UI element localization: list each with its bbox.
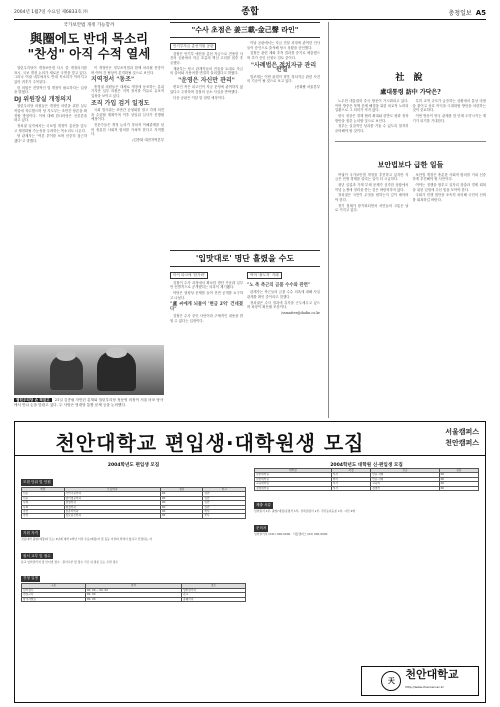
editorial-2-col-2: 보안법 개정은 충분한 사회적 합의를 거쳐 신중하게 추진해야 할 사안이다. 여야는 정쟁을 멈추고 일자리 창출과 경제 회복을 위한 입법에 우선 힘을 모아야 한다. 국회가 민생 법안을 조속히 처리해 국민의 신뢰를 회복하길 바란다. [412,172,486,203]
photo-head-1 [56,350,76,361]
middle-bottom-article [170,250,320,418]
page-number: A5 [475,9,486,17]
ad-campus [445,427,479,449]
middle-bottom-col-2: 여야 '불도저' 거래 "노 측 측근의 금품 수수와 관련" 관계자는 측근들의 금품 수수 의혹에 대해 사실 관계를 확인 중이라고 말했다. 정치권은 수사 결과에 촉각을 곤두세우고 있으며 파장이 확산될 조짐이다. /ssmatter@dadin.co.kr [247,273,320,315]
ad-bar-6: 문의처 [256,525,267,530]
middle-top-col-2: 이날 공판에서는 자금 전달 과정에 관여한 인사들이 증인으로 출석해 당시 상황을 증언했다. 검찰은 관련 계좌 추적 결과를 증거로 제출했으며 추가 증인 신청도 검토 중이다. "사례법은 정치자금 관리 판결" 법조계는 이번 판결이 향후 정치자금 관련 사건의 기준이 될 것으로 보고 있다. /신희팔 서울본부 [247,41,320,90]
left-kicker: 국가보안법 개정 가능할까 [63,23,115,28]
news-photo [14,345,164,395]
ad-right-block: 2004학년도 대학원 신·편입생 모집 대학원 과정 전공 정원 일반대학원 석사 인문·사회 00 일반대학원 박사 인문·사회 00 교육대학원 석사 교육학 00 경영대학원 석사 경영학 00 제출 서류 입학원서 1부, 졸업(예정)증명서 1부, 성적증명서 1부, 주민등록등본 1부, 사진 2매 문의처 입학관리처 (041) 000-0000 · 서울캠퍼스 (02) 000-0000 [254,462,479,537]
middle-top-byline: /신희팔 서울본부 [294,85,320,90]
left-subhead-1: DJ 위원장실 개정의지 [14,95,72,103]
middle-bottom-headline: '입맛대로' 명단 흘렸을 수도 [170,250,320,267]
editorial-head-2: 보안법보다 급한 일들 [377,159,444,169]
ad-table-2: 구분 일자 장소 원서접수 00. 00 ~ 00. 00 입학관리처 면접고사 00. 00 본교 합격자발표 00. 00 홈페이지 [21,583,246,602]
ad-body [21,462,479,696]
middle-top-col-1: 안기부자금 총선지원 공판 검찰은 안기부 예산을 총선 자금으로 전용한 사건의 공판에서 자금 흐름의 핵심 고리를 집중 추궁했다. 재판부는 당시 관계자들의 진술을 토대로 자금의 출처와 사용처를 면밀히 살피겠다고 밝혔다. "운영은 자신만 관리" 변호인 측은 피고인이 자금 운영에 관여하지 않았다고 주장하며 검찰의 공소 사실을 반박했다. 다음 공판은 이달 말 열릴 예정이다. [170,44,243,100]
publication-label: 충청일보 [448,10,472,17]
editorial-title: 社 說 [395,73,426,83]
middle-top-tag: 안기부자금 총선지원 공판 [170,43,216,50]
university-name [405,669,458,693]
photo-caption [14,398,164,416]
editorial-2-col-1: 여권이 국가보안법 개정을 추진하고 있지만 지금은 민생 경제를 살리는 일이 더 시급하다. 청년 실업과 가계 부채 문제가 심각한 상황에서 이념 논쟁에 정력을 쏟는 것은 바람직하지 않다. 정치권은 국민이 무엇을 원하는지 깊이 헤아려야 한다. 경기 침체가 장기화되면서 서민들의 고통은 날로 커지고 있다. [335,172,409,213]
ad-section-title-2: 2004학년도 대학원 신·편입생 모집 [330,463,403,468]
ad-bar-5: 제출 서류 [256,503,272,508]
university-name-text: 천안대학교 [405,668,459,681]
middle-top-headline: "수사 초점은 姜三載-金己聲 라인" [170,22,320,38]
left-text-col-2: 이 개정안은 정부조직법과 함께 처리될 전망이며 여야 간 협상이 본격화될 것으로 보인다. 지역정서 "동조" 충청권 의원들은 대체로 개정에 동조하는 분위기지만 일부 의원은 지역 정서를 이유로 유보적 입장을 보이고 있다. 조직 가입 검거 일정도 국회 법사위는 조만간 공청회를 열고 각계 의견을 수렴할 계획이며 이후 상임위 심사가 진행될 예정이다. 전문가들은 개정 논의가 정치적 이해관계를 넘어 충분한 사회적 합의를 거쳐야 한다고 지적했다. /김종화 대전지역본부 [91,66,164,143]
ad-table-3: 대학원 과정 전공 정원 일반대학원 석사 인문·사회 00 일반대학원 박사 인문·사회 00 교육대학원 석사 교육학 00 경영대학원 석사 경영학 00 [254,468,479,491]
left-byline: /김종화 대전지역본부 [132,138,164,143]
middle-bottom-col-1: 아이 파크에 '한가락' 검찰이 수사 과정에서 확보한 명단 가운데 일부만 선별적으로 공개했다는 의혹이 제기됐다. 야당은 형평성 문제를 들어 전면 공개를 요구하고 나섰다. "盧 씨에게 뇌물이 '현금 2억' 건네졌다" 검찰은 수사 중인 사안이라 구체적인 내용을 밝힐 수 없다는 입장이다. [170,273,243,323]
ad-bar-1: 모집 단위 및 인원 [23,480,51,484]
ad-left-block: 2004학년도 편입생 모집 모집 단위 및 인원 계열 모집학과 정원 비고 인문 국어국문학과 00 일반 인문 영어영문학과 00 일반 사회 경영학과 00 일반 사회 행정학과 00 일반 자연 컴퓨터학과 00 학사 자연 정보통신학과 00 학사 지원 자격 전문대학 졸업(예정)자 또는 4년제 대학 2학년 이상 수료(예정)자 및 동등 이상의 학력이 있다고 인정되는 자 원서 교부 및 접수 본교 입학관리처 및 인터넷 접수 · 원서교부 및 접수 기간 내 방문 또는 우편 접수 전형 일정 구분 일자 장소 원서접수 00. 00 ~ 00. 00 입학관리처 면접고사 00. 00 본교 합격자발표 00. 00 홈페이지 [21,462,246,602]
ad-section-title: 2004학년도 편입생 모집 [107,463,160,468]
ad-table-1: 계열 모집학과 정원 비고 인문 국어국문학과 00 일반 인문 영어영문학과 00 일반 사회 경영학과 00 일반 사회 행정학과 00 일반 자연 컴퓨터학과 00 학사 자연 정보통신학과 00 학사 [21,487,246,519]
editorial-section [328,22,486,418]
photo-caption-tag: 열린우리당 손 꼭잡고 [16,398,50,402]
page-header [14,4,486,18]
editorial-head-1: 盧대통령 訪中 가닥은? [380,89,441,96]
university-seal-icon: 天 [381,671,401,691]
middle-bottom-tag-2: 여야 '불도저' 거래 [247,272,282,279]
ad-bar-3: 원서 교부 및 접수 [23,553,51,558]
header-rule [14,19,486,20]
middle-bottom-email: /ssmatter@dadin.co.kr [281,310,320,315]
university-advertisement [14,421,486,703]
publication-name [449,8,486,17]
left-subhead-3: 조직 가입 검거 일정도 [91,99,150,107]
left-headline-2: "찬성" 아직 수적 열세 [27,46,151,61]
ad-campus-2: 천안캠퍼스 [445,439,479,447]
editorial-1-col-1: 노무현 대통령의 중국 방문이 가시화되고 있다. 이번 방중은 북핵 문제 해결을 위한 외교적 노력의 일환으로 그 의미가 적지 않다. 양국 정상은 경제 협력 확대와 한반도 평화 정착 방안을 집중 논의할 것으로 보인다. 정부는 실질적인 성과를 거둘 수 있도록 철저히 준비해야 할 것이다. [335,99,409,133]
section-name: 종합 [241,7,259,17]
photo-head-2 [106,347,127,358]
ad-bar-2: 지원 자격 [23,530,39,535]
ad-bar-4: 전형 일정 [23,576,39,581]
ad-title: 천안대학교 편입생·대학원생 모집 [55,431,365,455]
ad-campus-1: 서울캠퍼스 [445,428,479,436]
middle-top-subhead-2: "사례법은 정치자금 관리 판결" [250,61,317,74]
editorial-1-col-2: 특히 교역 규모가 급증하는 상황에서 통상 마찰을 줄이고 상호 이익을 극대화할 방안을 마련하는 것이 중요하다. 이번 방문이 양국 관계를 한 단계 도약시키는 계기가 되기를 기대한다. [412,99,486,123]
middle-bottom-subhead-1: "盧 씨에게 뇌물이 '현금 2억' 건네졌다" [170,302,243,312]
photo-caption-text: 21일 김종필 자민련 총재와 열린우리당 정동영 의장이 서울 마포 당사에서 만나 손을 맞잡고 있다. 두 사람은 당대당 통합 문제 등을 논의했다. [14,398,164,407]
issue-date: 2004년 1월7일 수요일 제6833호 ㈜ [14,10,88,15]
ad-banner [15,422,485,456]
left-subhead-2: 지역정서 "동조" [91,76,135,84]
middle-bottom-tag-1: 아이 파크에 '한가락' [170,272,208,279]
middle-bottom-subhead-2: "노 측 측근의 금품 수수와 관련" [247,282,311,288]
middle-top-subhead-1: "운영은 자신만 관리" [178,76,235,84]
left-article [14,22,164,340]
middle-top-article [170,22,320,247]
university-logo [361,666,479,696]
left-headline-1: 與圈에도 반대 목소리 [29,31,149,46]
left-text-col-1: 열린우리당이 개정보안법 다시 쓸 개정의지를 표시, 국보 개정 논의가 새로운 국면을 맞고 있다. 그러나 여권 내부에서도 반대 목소리가 이어지고 있어 귀추가 주목된다. 한 의원은 전향적인 법 개정이 필요하다는 입장을 밝혔다. DJ 위원장실 개정의지 열린우리당 의원들은 개정안 마련을 위한 실무 작업에 착수했으며 당 지도부는 조만간 당론을 확정할 방침이다. 이에 대해 한나라당은 신중론을 펴고 있다. 정치권 일각에서는 국보법 개정이 총선을 앞두고 쟁점화될 가능성을 우려하는 목소리도 나온다. 당 관계자는 "여론 추이를 보며 신중히 접근하겠다"고 말했다. [14,66,87,143]
university-url: http://www.cheonan.ac.kr [405,685,444,689]
